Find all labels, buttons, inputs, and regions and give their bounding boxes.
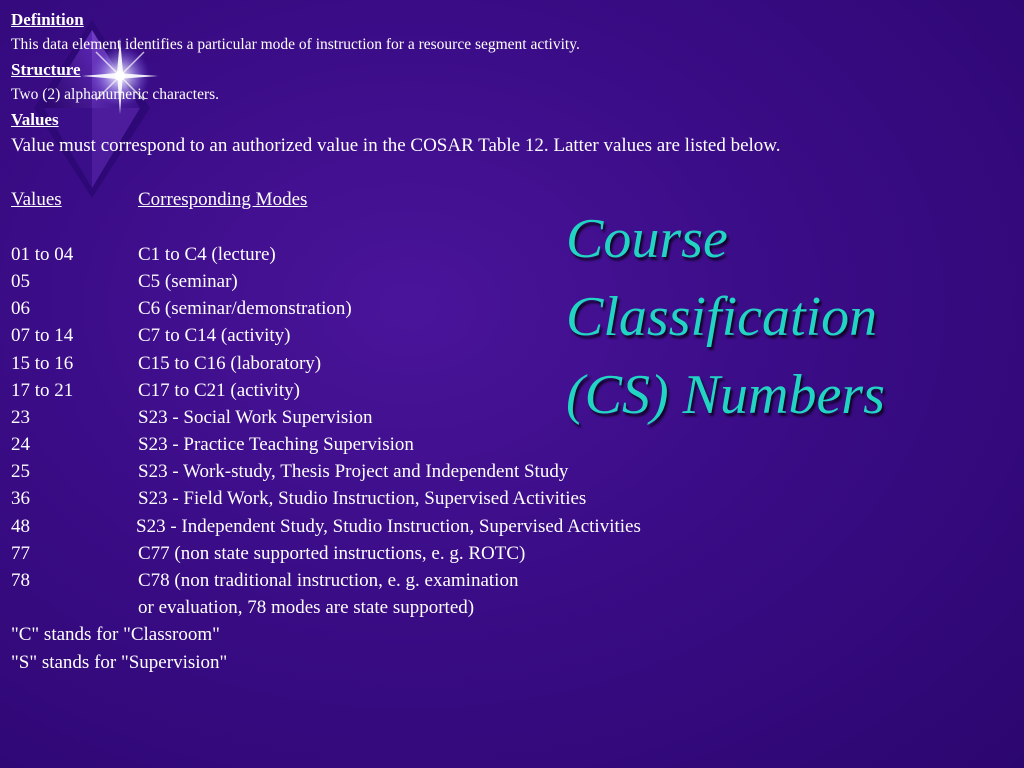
row-mode: C77 (non state supported instructions, e. g. ROTC) (138, 542, 526, 564)
spacer (11, 159, 971, 186)
table-row (11, 594, 971, 621)
row-value: 24 (11, 434, 30, 456)
row-value: 78 (11, 570, 30, 591)
row-value: 36 (11, 488, 30, 510)
row-mode: C15 to C16 (laboratory) (138, 352, 322, 374)
note-classroom: "C" stands for "Classroom" (11, 624, 220, 646)
title-line-1: Course (566, 208, 728, 270)
modes-column-header: Corresponding Modes (138, 189, 308, 211)
row-mode: C5 (seminar) (138, 270, 238, 292)
row-mode: S23 - Practice Teaching Supervision (138, 434, 414, 456)
row-value: 01 to 04 (11, 243, 74, 265)
slide-title (566, 200, 1006, 434)
values-column-header: Values (11, 189, 62, 211)
row-mode: S23 - Work-study, Thesis Project and Independent Study (138, 461, 569, 483)
row-value: 25 (11, 461, 30, 483)
table-row (11, 458, 971, 485)
title-line-2: Classification (566, 286, 878, 348)
row-value: 17 to 21 (11, 379, 74, 401)
structure-heading: Structure (11, 60, 81, 79)
row-mode: C1 to C4 (lecture) (138, 243, 276, 265)
definition-heading: Definition (11, 10, 84, 29)
row-value: 77 (11, 542, 30, 564)
note-supervision: "S" stands for "Supervision" (11, 651, 228, 673)
title-line-3: (CS) Numbers (566, 364, 885, 426)
row-mode: C78 (non traditional instruction, e. g. examination (138, 570, 519, 591)
table-row (11, 567, 971, 594)
row-value: 05 (11, 270, 30, 292)
row-mode: C6 (seminar/demonstration) (138, 298, 352, 320)
table-row (11, 485, 971, 512)
definition-text: This data element identifies a particular mode of instruction for a resource segment activity. (11, 36, 580, 53)
table-row (11, 513, 971, 540)
row-mode: S23 - Independent Study, Studio Instruction, Supervised Activities (136, 515, 641, 537)
row-mode: S23 - Social Work Supervision (138, 406, 373, 428)
row-value: 15 to 16 (11, 352, 74, 374)
table-row (11, 431, 971, 458)
values-description: Value must correspond to an authorized value in the COSAR Table 12. Latter values are listed below. (11, 135, 781, 156)
row-mode: S23 - Field Work, Studio Instruction, Supervised Activities (138, 488, 587, 510)
row-value: 48 (11, 515, 30, 537)
row-value: 07 to 14 (11, 325, 74, 347)
row-mode: C17 to C21 (activity) (138, 379, 301, 401)
structure-text: Two (2) alphanumeric characters. (11, 86, 220, 103)
table-row (11, 540, 971, 567)
row-mode: C7 to C14 (activity) (138, 325, 291, 347)
row-mode: or evaluation, 78 modes are state supported) (138, 597, 475, 619)
values-heading: Values (11, 110, 59, 129)
row-value: 06 (11, 298, 30, 320)
row-value: 23 (11, 406, 30, 428)
